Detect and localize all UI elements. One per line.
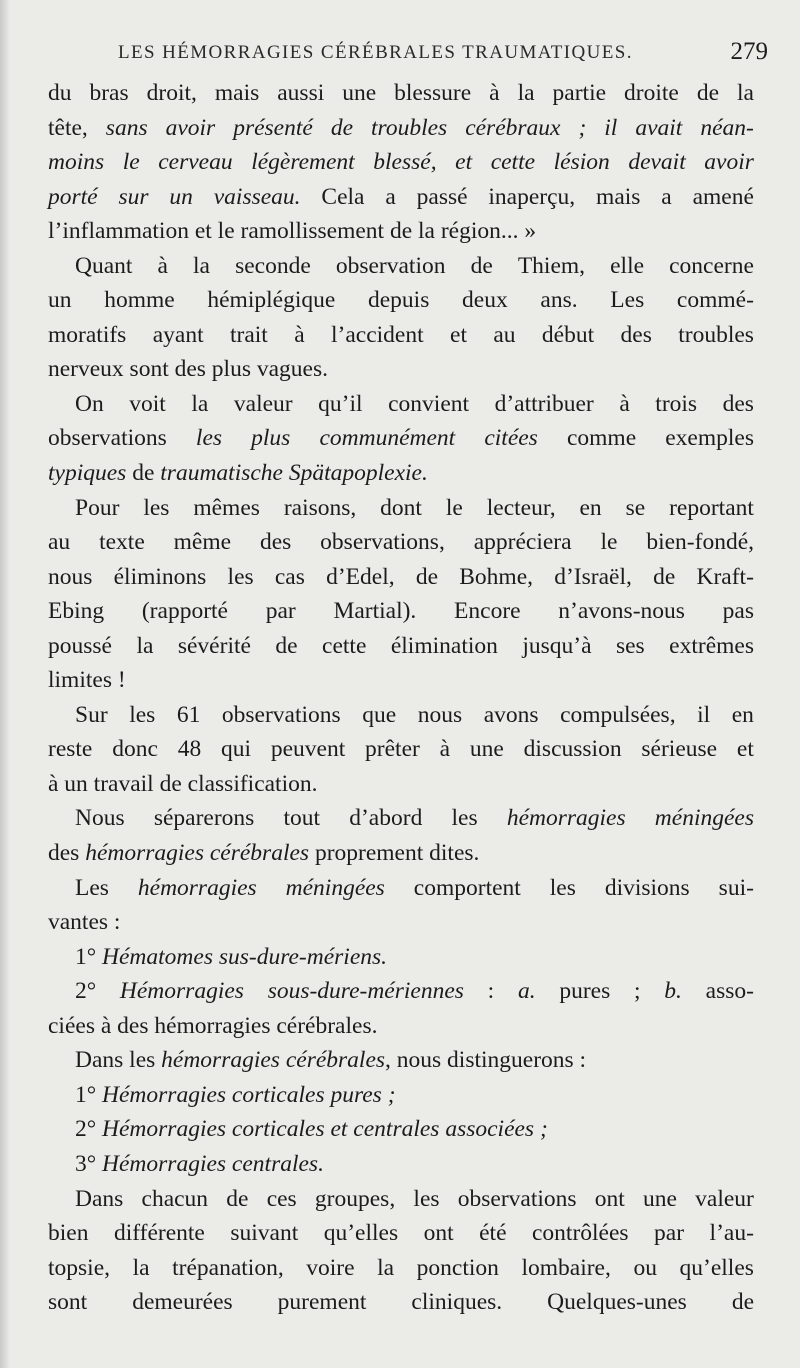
word: aussi	[277, 80, 325, 106]
word: hémorragies	[137, 874, 257, 901]
word: d’attribuer	[494, 390, 594, 417]
word: moins	[48, 149, 105, 176]
word: reportant	[669, 494, 754, 521]
word: Ebing	[48, 598, 105, 625]
word: n’avons-nous	[558, 598, 685, 625]
word: de	[653, 563, 676, 590]
word: une	[643, 1185, 677, 1212]
word: inaperçu,	[488, 183, 576, 210]
text-line	[48, 629, 754, 664]
word: depuis	[367, 287, 430, 314]
word: le	[122, 149, 140, 176]
word: d’abord	[349, 805, 423, 832]
word: un	[169, 183, 193, 210]
text-line	[48, 560, 754, 595]
text-segment: 3°	[75, 1150, 103, 1177]
word: troubles	[371, 114, 448, 141]
word: ayant	[152, 321, 204, 348]
word: méningées	[285, 874, 385, 901]
body-text	[48, 76, 754, 1320]
italic-text: traumatische Spätapoplexie.	[160, 460, 428, 487]
word: b.	[664, 978, 682, 1005]
running-head: LES HÉMORRAGIES CÉRÉBRALES TRAUMATIQUES.	[118, 42, 633, 63]
word: à	[157, 252, 168, 279]
word: sui-	[718, 874, 754, 901]
word: de	[470, 252, 493, 279]
word: appréciera	[473, 529, 572, 556]
word: les	[195, 425, 223, 452]
word: qu’elles	[323, 1220, 399, 1247]
word: Cela	[321, 183, 365, 210]
word: mêmes	[193, 494, 260, 521]
word: blessure	[394, 80, 472, 106]
word: moratifs	[48, 321, 127, 348]
word: de	[731, 1289, 754, 1316]
word: et	[455, 149, 473, 176]
word: raisons,	[283, 494, 357, 521]
word: observation	[335, 252, 446, 279]
word: les	[413, 1185, 440, 1212]
word: en	[731, 701, 754, 728]
word: cette	[322, 632, 367, 659]
italic-text: hémorragies cérébrales	[85, 840, 310, 867]
word: sévérité	[177, 632, 251, 659]
word: à	[489, 80, 500, 106]
word: début	[541, 321, 595, 348]
word: bras	[89, 80, 129, 106]
word: bien	[48, 1220, 89, 1247]
word: sans	[105, 114, 148, 141]
word: et	[736, 736, 754, 763]
word: du	[48, 80, 72, 106]
text-segment: , nous distinguerons :	[385, 1047, 587, 1074]
text-line	[48, 974, 754, 1009]
word: observations	[221, 701, 341, 728]
word: commé-	[676, 287, 754, 314]
text-line	[48, 801, 754, 836]
word: qu’il	[318, 390, 363, 417]
word: des	[620, 321, 652, 348]
word: dont	[380, 494, 422, 521]
word: deux	[462, 287, 508, 314]
word: Bohme,	[459, 563, 534, 590]
word: mais	[214, 80, 260, 106]
word: cérébraux	[465, 114, 561, 141]
word: cliniques.	[411, 1289, 503, 1316]
text-line	[48, 905, 754, 940]
italic-text: hémorragies cérébrales	[161, 1047, 386, 1074]
word: de	[696, 80, 720, 106]
word: a.	[517, 978, 536, 1005]
text-segment: des	[48, 840, 86, 867]
word: blessé,	[373, 149, 437, 176]
word: peuvent	[270, 736, 346, 763]
text-segment: 2°	[75, 1116, 103, 1143]
text-segment: de	[126, 460, 161, 487]
word: Les	[610, 287, 645, 314]
word: divisions	[604, 874, 690, 901]
word: ou	[633, 1254, 657, 1281]
word: au	[493, 321, 516, 348]
word: citées	[484, 425, 538, 452]
word: comme	[566, 425, 637, 452]
word: le	[445, 494, 463, 521]
word: avait	[635, 114, 683, 141]
word: été	[479, 1220, 507, 1247]
text-line	[48, 1112, 754, 1147]
word: suivant	[230, 1220, 299, 1247]
word: 2°	[75, 978, 97, 1005]
word: l’accident	[331, 321, 424, 348]
word: les	[227, 563, 254, 590]
word: les	[129, 701, 156, 728]
text-line	[48, 732, 754, 767]
word: observations	[457, 1185, 577, 1212]
word: concerne	[669, 252, 754, 279]
word: même	[173, 529, 232, 556]
word: Quelques-unes	[547, 1289, 687, 1316]
word: néan-	[700, 114, 754, 141]
word: groupes,	[314, 1185, 396, 1212]
word: un	[48, 287, 72, 314]
word: par	[654, 1220, 685, 1247]
word: au	[48, 529, 71, 556]
word: valeur	[695, 1185, 754, 1212]
word: les	[143, 494, 170, 521]
word: partie	[552, 80, 607, 106]
word: jusqu’à	[522, 632, 592, 659]
word: a	[661, 183, 672, 210]
page-number: 279	[730, 38, 768, 65]
word: droit,	[146, 80, 197, 106]
word: avoir	[704, 149, 754, 176]
text-segment: limites !	[48, 667, 126, 694]
word: valeur	[233, 390, 293, 417]
word: de	[226, 1185, 249, 1212]
word: qui	[221, 736, 252, 763]
word: troubles	[678, 321, 754, 348]
word: la	[517, 80, 535, 106]
word: exemples	[665, 425, 754, 452]
word: cas	[274, 563, 305, 590]
text-line	[48, 111, 754, 146]
text-line	[48, 352, 754, 387]
text-segment: Dans les	[75, 1047, 162, 1074]
word: tête,	[48, 114, 88, 141]
word: voit	[129, 390, 166, 417]
word: tout	[283, 805, 321, 832]
word: seconde	[235, 252, 311, 279]
word: avoir	[165, 114, 216, 141]
word: de	[275, 632, 298, 659]
word: légèrement	[251, 149, 355, 176]
word: l’au-	[709, 1220, 754, 1247]
text-line	[48, 1216, 754, 1251]
text-line	[48, 698, 754, 733]
word: élimination	[390, 632, 498, 659]
word: pas	[722, 598, 754, 625]
word: ponction	[416, 1254, 499, 1281]
word: lombaire,	[521, 1254, 611, 1281]
word: trois	[655, 390, 698, 417]
text-line	[48, 940, 754, 975]
word: convient	[388, 390, 470, 417]
word: de	[415, 563, 439, 590]
word: Pour	[75, 494, 120, 521]
word: le	[600, 529, 618, 556]
word: les	[451, 805, 478, 832]
text-line	[48, 145, 754, 180]
text-segment: nerveux sont des plus vagues.	[48, 356, 328, 383]
word: Martial).	[333, 598, 417, 625]
word: asso-	[705, 978, 754, 1005]
word: 61	[176, 701, 201, 728]
text-segment: ciées à des hémorragies cérébrales.	[48, 1012, 378, 1039]
text-line	[48, 1285, 754, 1320]
page-header	[48, 38, 768, 72]
word: Dans	[75, 1185, 124, 1212]
italic-text: Hématomes sus-dure-mériens.	[102, 943, 388, 970]
word: trait	[229, 321, 268, 348]
word: ces	[266, 1185, 297, 1212]
word: la	[191, 390, 209, 417]
word: communément	[319, 425, 456, 452]
text-line	[48, 1182, 754, 1217]
text-segment: l’inflammation et le ramollissement de la région... »	[48, 218, 537, 245]
text-line	[48, 318, 754, 353]
word: Sur	[75, 701, 108, 728]
word: topsie,	[48, 1254, 111, 1281]
page-edge-shadow	[0, 0, 10, 1368]
word: Nous	[75, 805, 125, 832]
word: compulsées,	[560, 701, 676, 728]
word: la	[377, 1254, 395, 1281]
italic-text: typiques	[48, 460, 127, 487]
word: nous	[48, 563, 93, 590]
text-line	[48, 767, 754, 802]
word: sur	[118, 183, 149, 210]
word: elle	[610, 252, 645, 279]
word: ;	[578, 114, 587, 141]
text-line	[48, 1147, 754, 1182]
word: droite	[624, 80, 679, 106]
word: discussion	[523, 736, 622, 763]
word: observations	[48, 425, 167, 452]
word: les	[549, 874, 576, 901]
word: observations,	[320, 529, 445, 556]
word: ont	[423, 1220, 454, 1247]
word: séparerons	[153, 805, 255, 832]
word: il	[697, 701, 711, 728]
word: à	[619, 390, 630, 417]
word: en	[579, 494, 602, 521]
text-line	[48, 1009, 754, 1044]
word: d’Israël,	[554, 563, 632, 590]
word: ;	[633, 978, 641, 1005]
word: pures	[559, 978, 611, 1005]
word: à	[294, 321, 305, 348]
word: Thiem,	[517, 252, 586, 279]
word: lésion	[553, 149, 610, 176]
italic-text: Hémorragies corticales et centrales associées ;	[102, 1116, 548, 1143]
word: trépanation,	[172, 1254, 284, 1281]
word: sont	[48, 1289, 88, 1316]
word: extrêmes	[669, 632, 754, 659]
word: éliminons	[113, 563, 207, 590]
word: prêter	[365, 736, 420, 763]
word: bien-fondé,	[646, 529, 754, 556]
text-line	[48, 525, 754, 560]
text-line	[48, 283, 754, 318]
text-line	[48, 594, 754, 629]
text-line	[48, 491, 754, 526]
word: texte	[99, 529, 145, 556]
text-line	[48, 456, 754, 491]
word: amené	[692, 183, 754, 210]
word: différente	[113, 1220, 205, 1247]
word: Quant	[75, 252, 133, 279]
word: (rapporté	[141, 598, 228, 625]
word: purement	[277, 1289, 367, 1316]
word: passé	[416, 183, 468, 210]
word: une	[342, 80, 377, 106]
text-segment: vantes :	[48, 909, 121, 936]
text-line	[48, 180, 754, 215]
text-segment: à un travail de classification.	[48, 770, 318, 797]
text-line	[48, 249, 754, 284]
word: contrôlées	[531, 1220, 629, 1247]
text-line	[48, 836, 754, 871]
word: la	[132, 1254, 150, 1281]
text-line	[48, 663, 754, 698]
word: à	[439, 736, 451, 763]
word: Encore	[454, 598, 521, 625]
text-line	[48, 871, 754, 906]
word: mais	[596, 183, 641, 210]
word: comportent	[413, 874, 521, 901]
word: donc	[112, 736, 158, 763]
word: présenté	[233, 114, 313, 141]
text-segment: 1°	[75, 943, 103, 970]
word: Hémorragies	[119, 978, 244, 1005]
word: ans.	[540, 287, 578, 314]
text-line	[48, 421, 754, 456]
italic-text: Hémorragies centrales.	[102, 1150, 324, 1177]
word: voire	[306, 1254, 355, 1281]
word: :	[487, 978, 495, 1005]
word: que	[362, 701, 397, 728]
word: hémiplégique	[207, 287, 336, 314]
word: qu’elles	[679, 1254, 754, 1281]
text-line	[48, 1251, 754, 1286]
word: avons	[483, 701, 539, 728]
word: sérieuse	[641, 736, 718, 763]
word: devait	[628, 149, 686, 176]
word: 48	[177, 736, 202, 763]
word: hémorragies	[506, 805, 626, 832]
text-line	[48, 214, 754, 249]
text-line	[48, 76, 754, 111]
word: lecteur,	[486, 494, 556, 521]
word: de	[330, 114, 354, 141]
word: d’Edel,	[326, 563, 395, 590]
word: a	[385, 183, 396, 210]
word: la	[136, 632, 154, 659]
word: poussé	[48, 632, 112, 659]
word: chacun	[141, 1185, 209, 1212]
word: Kraft-	[696, 563, 754, 590]
word: des	[259, 529, 292, 556]
word: ont	[594, 1185, 625, 1212]
word: nous	[417, 701, 463, 728]
text-line	[48, 1043, 754, 1078]
word: plus	[251, 425, 291, 452]
word: cerveau	[158, 149, 233, 176]
word: méningées	[654, 805, 754, 832]
word: cette	[490, 149, 536, 176]
word: Les	[75, 874, 109, 901]
word: une	[469, 736, 504, 763]
word: ses	[615, 632, 645, 659]
word: par	[265, 598, 296, 625]
word: il	[604, 114, 618, 141]
word: la	[193, 252, 210, 279]
word: et	[450, 321, 467, 348]
text-segment: proprement dites.	[309, 840, 480, 867]
word: sous-dure-mériennes	[267, 978, 464, 1005]
text-line	[48, 1078, 754, 1113]
word: se	[625, 494, 646, 521]
word: homme	[104, 287, 175, 314]
text-line	[48, 387, 754, 422]
word: porté	[48, 183, 98, 210]
word: On	[75, 390, 104, 417]
italic-text: Hémorragies corticales pures ;	[102, 1081, 396, 1108]
word: demeurées	[132, 1289, 233, 1316]
word: vaisseau.	[213, 183, 301, 210]
word: la	[737, 80, 754, 106]
text-segment: 1°	[75, 1081, 103, 1108]
word: des	[722, 390, 754, 417]
word: reste	[48, 736, 93, 763]
